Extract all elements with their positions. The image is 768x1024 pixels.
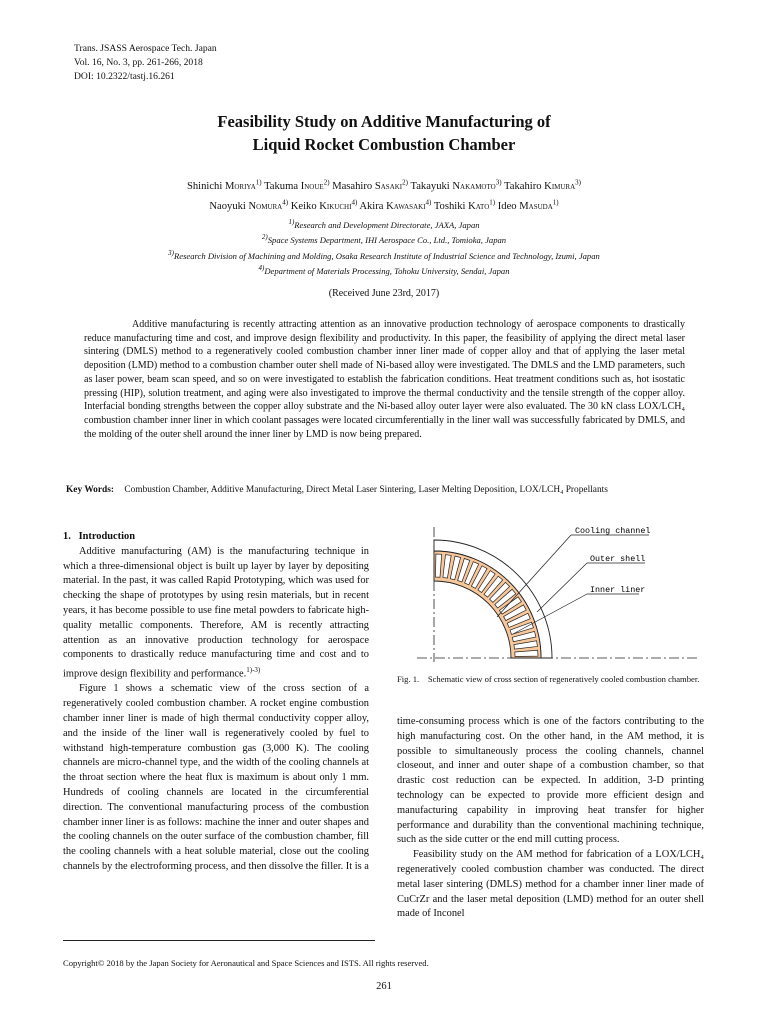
leader-outer [537, 563, 587, 612]
author-line-2 [0, 195, 768, 216]
paragraph: Additive manufacturing (AM) is the manufacturing technique in which a three-dimensional object is built up layer by layer by depositing material. In the past, it was called Rapid Prototyping, which was used for checking the shape of prototypes by using resin materials, but in recent years, it has become possible to use fine metal powders to fabricate high-quality metallic components. Therefore, AM is recently attracting attention as an innovative production technology for aerospace components to drastically reduce manufacturing time and cost and to improve design flexibility and performance.$^{1)-3)}$ [63, 545, 369, 680]
label-cooling-channel: Cooling channel [575, 526, 651, 536]
paragraph: time-consuming process which is one of the factors contributing to the high manufacturing cost. On the other hand, in the AM method, it is possible to simultaneously process the cooling channels, channel closeout, and inner and outer shape of a combustion chamber, so that drastic cost reduction can be expected. In addition, 3-D printing technology can be expected to provide more efficient design and manufacturing capability in improving heat transfer for higher performance and durability than the conventional machining technique, such as the side cutter or the end mill cutting process. [397, 716, 704, 846]
affiliations [0, 216, 768, 277]
affiliation: $^{1)}$Research and Development Directorate, JAXA, Japan [288, 218, 480, 230]
author: Takahiro Kimura$^{3)}$ [504, 178, 582, 192]
abstract: Additive manufacturing is recently attracting attention as an innovative production technology of aerospace components to drastically reduce manufacturing time and cost, and improve design flexibility and productivity. In this paper, the feasibility of applying the direct metal laser sintering (DMLS) method to a regeneratively cooled combustion chamber inner liner made of copper alloy and that of applying the laser metal deposition (LMD) method to a combustion chamber outer shell made of Ni-based alloy were investigated. The DMLS and the LMD parameters, such as laser power, beam scan speed, and so on were investigated to establish the fabrication conditions. Heat treatment conditions such as, hot isostatic pressing (HIP), solution treatment, and aging were also investigated to improve the thermal conductivity and the tensile strength of the copper alloy. Interfacial bonding strengths between the copper alloy substrate and the Ni-based alloy outer layer were also evaluated. The 30 kN class LOX/LCH₄ combustion chamber inner liner in which coolant passages were located circumferentially in the liner wall was successfully fabricated by DMLS, and the molding of the outer shell around the inner liner by LMD is now being prepared. [84, 319, 685, 440]
author-line-1 [0, 174, 768, 195]
label-outer-shell: Outer shell [590, 554, 646, 564]
author: Shinichi Moriya$^{1)}$ [186, 178, 262, 192]
journal-doi: DOI: 10.2322/tastj.16.261 [74, 71, 175, 82]
figure-1-caption: Fig. 1. Schematic view of cross section of regeneratively cooled combustion chamber. [397, 674, 700, 684]
journal-volume: Vol. 16, No. 3, pp. 261-266, 2018 [74, 57, 203, 68]
paragraph: Feasibility study on the AM method for fabrication of a LOX/LCH₄ regeneratively cooled combustion chamber was conducted. The direct metal laser sintering (DMLS) method for a chamber inner liner made of CuCrZr and the laser metal deposition (LMD) method for an outer shell made of Inconel [397, 849, 704, 920]
affiliation: $^{3)}$Research Division of Machining and Molding, Osaka Research Institute of Industrial Science and Technology, Izumi, Japan [168, 248, 600, 261]
author: Ideo Masuda$^{1)}$ [497, 198, 559, 213]
citation: 1)-3) [246, 666, 261, 675]
author: Keiko Kikuchi$^{4)}$ [290, 198, 358, 213]
inner-liner [434, 551, 541, 658]
journal-header [74, 42, 217, 84]
keywords [66, 485, 726, 495]
affiliation: $^{4)}$Department of Materials Processing, Tohoku University, Sendai, Japan [258, 264, 510, 276]
author: Masahiro Sasaki$^{2)}$ [332, 178, 408, 192]
figure-1 [397, 522, 703, 667]
section-heading: 1. Introduction [63, 531, 135, 542]
keywords-text: Combustion Chamber, Additive Manufacturing, Direct Metal Laser Sintering, Laser Melting Deposition, LOX/LCH₄ Propellants [124, 485, 608, 495]
column-left [63, 530, 369, 875]
author: Toshiki Kato$^{1)}$ [433, 198, 496, 213]
keywords-label: Key Words: [66, 485, 115, 495]
journal-name: Trans. JSASS Aerospace Tech. Japan [74, 43, 217, 54]
paper-title [0, 110, 768, 156]
author: Takuma Inoue$^{2)}$ [264, 178, 330, 192]
title-line-1: Feasibility Study on Additive Manufacturing of [217, 112, 551, 131]
author-list [0, 174, 768, 215]
page-number: 261 [376, 981, 392, 992]
affiliation: $^{2)}$Space Systems Department, IHI Aerospace Co., Ltd., Tomioka, Japan [261, 233, 507, 246]
received-date: (Received June 23rd, 2017) [328, 288, 440, 299]
copyright-notice: Copyright© 2018 by the Japan Society for Aeronautical and Space Sciences and ISTS. All rights reserved. [63, 958, 429, 968]
label-inner-liner: Inner liner [590, 585, 646, 595]
footnote-rule [63, 940, 375, 941]
column-right [397, 715, 704, 922]
author: Takayuki Nakamoto$^{3)}$ [410, 178, 502, 192]
paragraph: Figure 1 shows a schematic view of the cross section of a regeneratively cooled combustion chamber. A rocket engine combustion chamber inner liner is made of high thermal conductivity copper alloy, and the inside of the liner wall is regeneratively cooled by fuel to withstand high-temperature combustion gas (3,000 K). The cooling channels are micro-channel type, and the width of the cooling channels at the throat section where the heat flux is maximum is about only 1 mm. Hundreds of cooling channels are located in the circumferential direction. The conventional manufacturing process of the combustion chamber inner liner is as follows: machine the inner and outer shapes and the cooling channels on the outer surface of the combustion chamber, fill the cooling channels with a heat soluble material, close out the cooling channels by the electroforming process, and then dissolve the filler. It is a [63, 683, 369, 872]
author: Naoyuki Nomura$^{4)}$ [209, 198, 289, 213]
author: Akira Kawasaki$^{4)}$ [359, 198, 432, 213]
title-line-2: Liquid Rocket Combustion Chamber [252, 135, 516, 154]
